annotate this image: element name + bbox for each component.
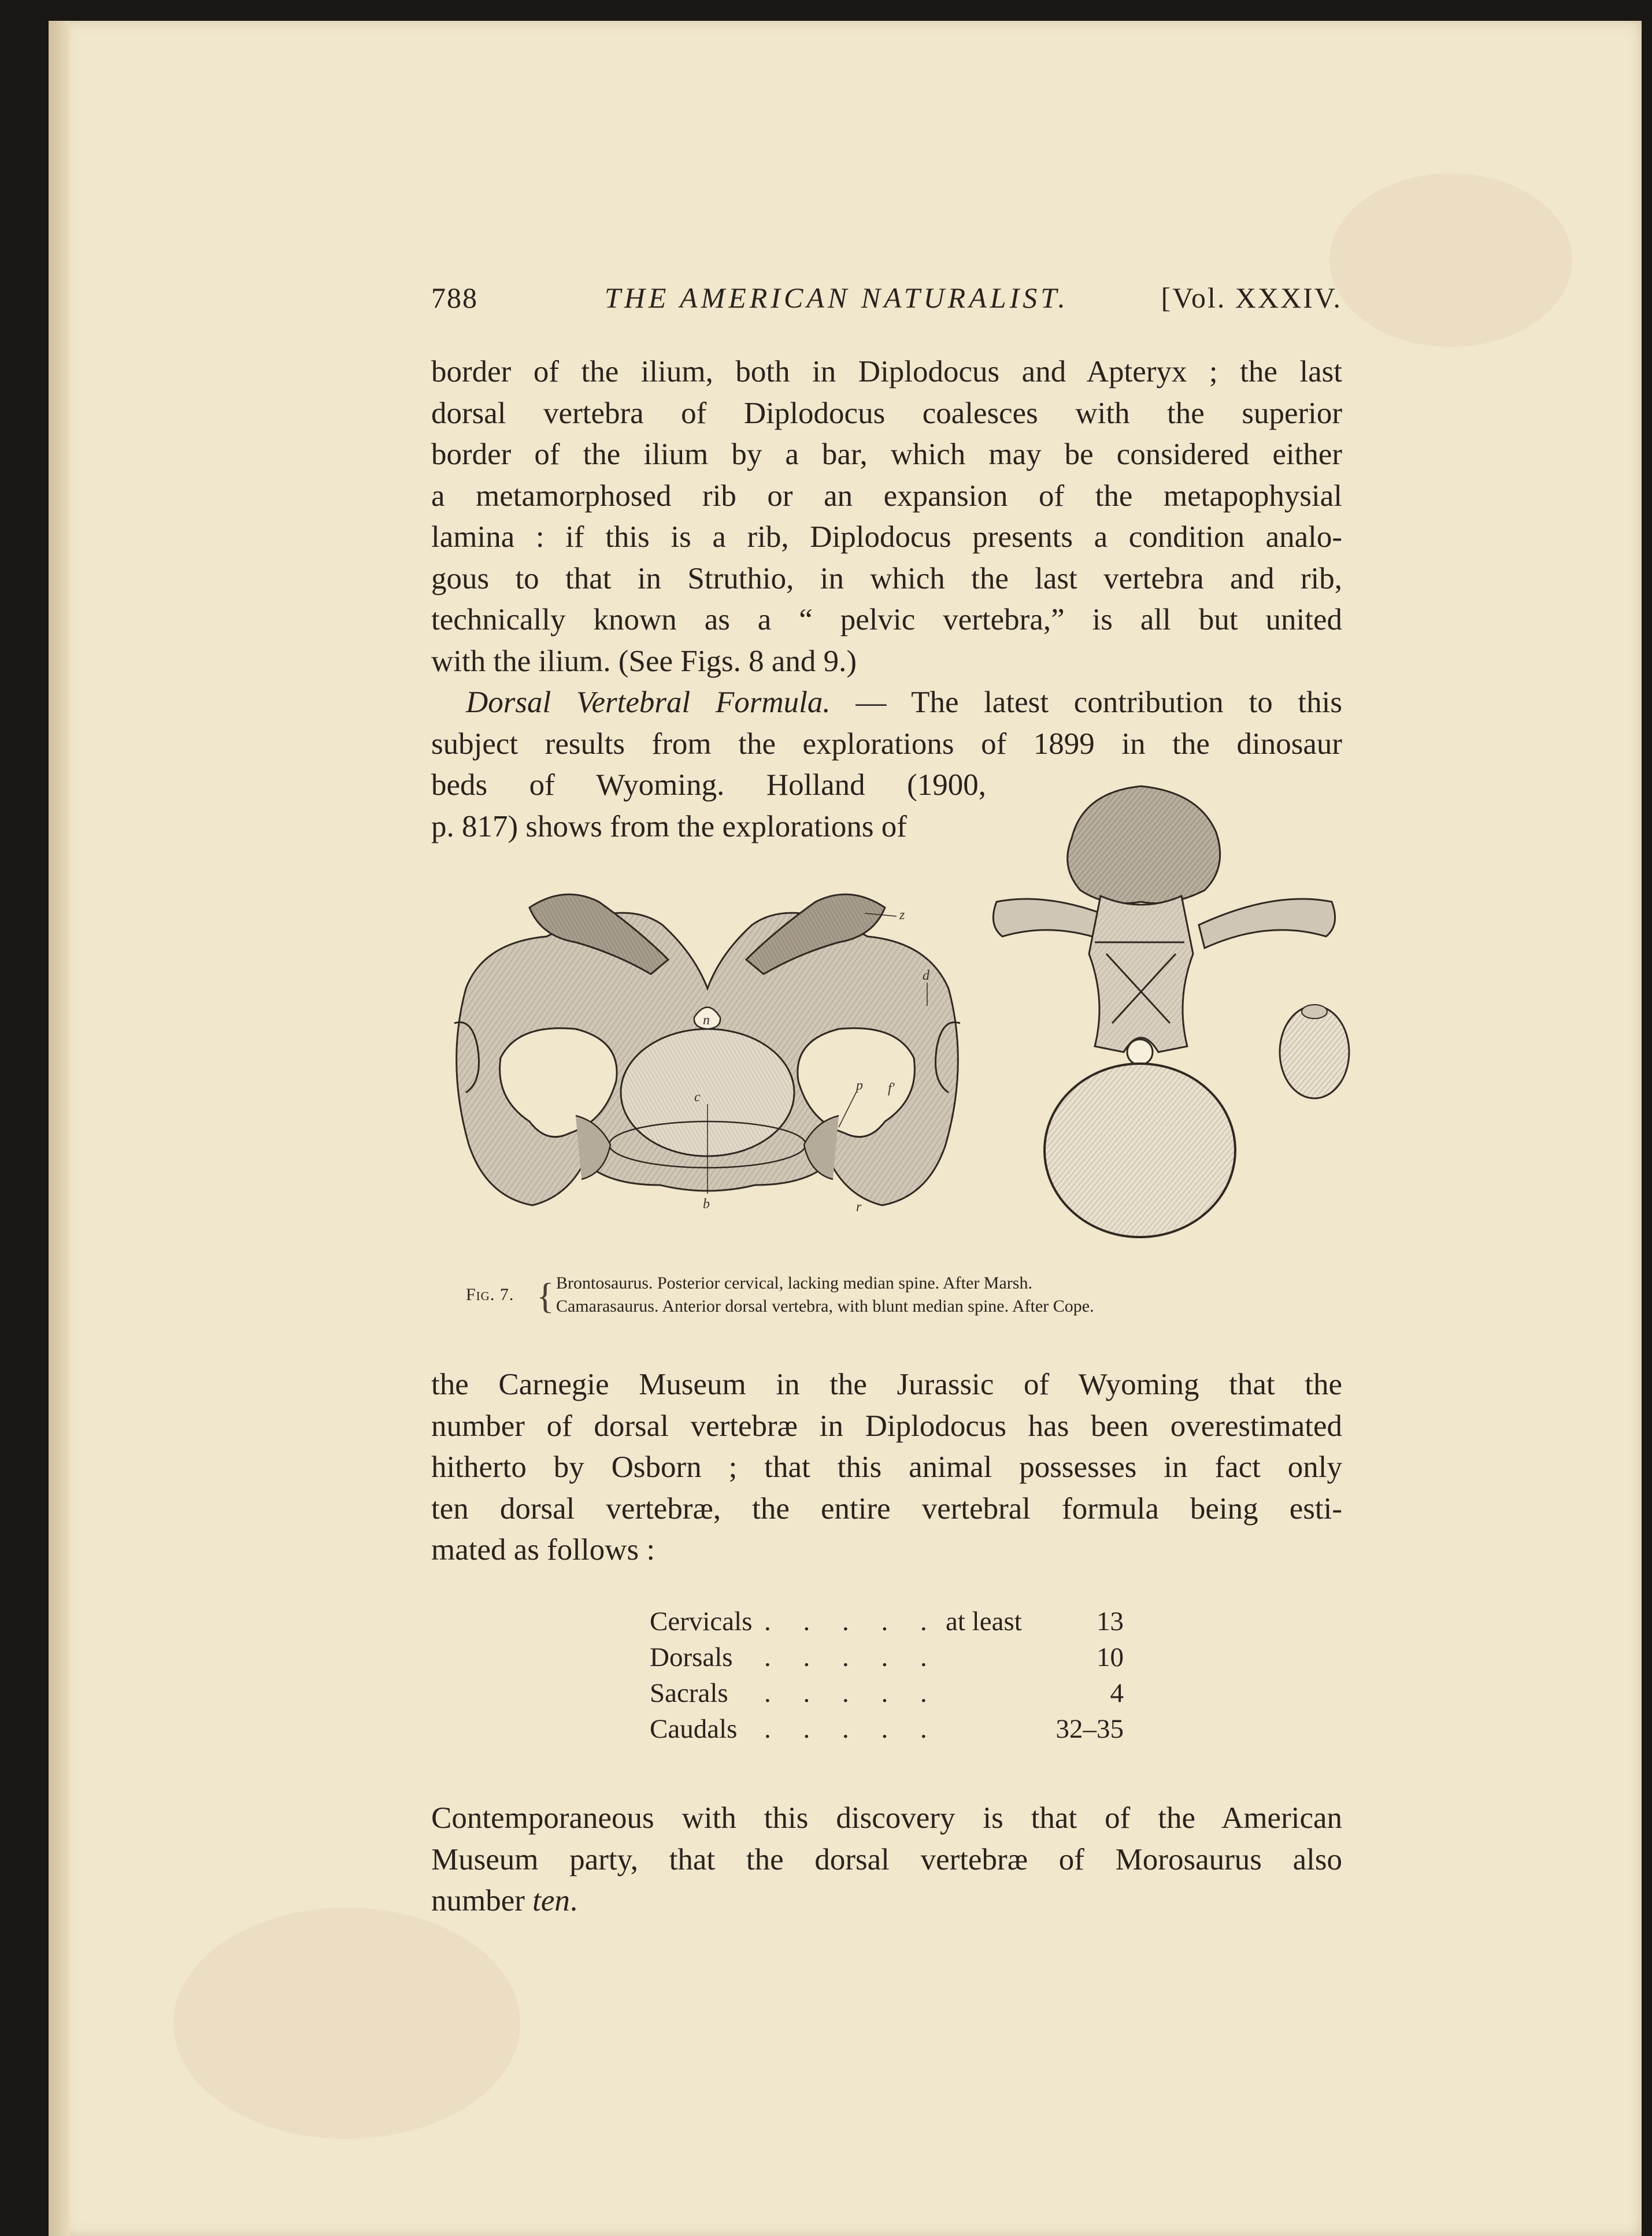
label-d: d — [923, 968, 929, 983]
table-row — [650, 1606, 1124, 1642]
text-line: gous to that in Struthio, in which the last vertebra and rib, — [431, 561, 1342, 595]
section-heading: Dorsal Vertebral Formula. — [466, 686, 831, 719]
journal-title: THE AMERICAN NATURALIST. — [605, 282, 1069, 314]
figure-number: Fig. 7. — [466, 1285, 514, 1304]
row-leader: . . . . . — [764, 1714, 940, 1744]
label-r: r — [856, 1200, 862, 1215]
text-line: border of the ilium, both in Diplodocus and Apteryx ; the last — [431, 355, 1342, 388]
figure-caption — [466, 1272, 1333, 1335]
label-f: f′ — [888, 1081, 895, 1096]
text-line: number of dorsal vertebræ in Diplodocus has been overestimated — [431, 1409, 1342, 1443]
label-n: n — [703, 1013, 710, 1028]
heading-continuation: — The latest contribution to this — [830, 686, 1343, 719]
paper-stain — [173, 1908, 520, 2139]
text-line: lamina : if this is a rib, Diplodocus presents a condition analo- — [431, 520, 1342, 554]
emphasis: ten — [532, 1884, 570, 1917]
text-line: technically known as a “ pelvic vertebra,” is all but united — [431, 603, 1342, 636]
page-binding-edge — [49, 21, 69, 2236]
paragraph-carnegie — [431, 1364, 1342, 1571]
text-line: dorsal vertebra of Diplodocus coalesces with the superior — [431, 396, 1342, 430]
text-segment: . — [569, 1884, 578, 1917]
text-line — [431, 1880, 1342, 1922]
text-line: mated as follows : — [431, 1533, 655, 1567]
label-b: b — [703, 1197, 710, 1212]
row-name: Dorsals — [650, 1642, 733, 1672]
caption-line: Brontosaurus. Posterior cervical, lacking median spine. After Marsh. — [556, 1274, 1032, 1293]
text-line: a metamorphosed rib or an expansion of the metapophysial — [431, 479, 1342, 513]
volume-label: [Vol. XXXIV. — [1161, 282, 1342, 314]
paragraph-morosaurus — [431, 1798, 1342, 1922]
text-line: border of the ilium by a bar, which may be considered either — [431, 438, 1342, 471]
row-name: Cervicals — [650, 1606, 753, 1637]
text-line: the Carnegie Museum in the Jurassic of Wyoming that the — [431, 1368, 1342, 1401]
row-leader: . . . . . — [764, 1642, 940, 1672]
row-value: 10 — [1097, 1642, 1124, 1672]
label-c: c — [694, 1090, 701, 1105]
table-row — [650, 1678, 1124, 1713]
label-z: z — [899, 908, 905, 923]
text-segment: number — [431, 1884, 533, 1917]
text-line: Museum party, that the dorsal vertebræ of Morosaurus also — [431, 1842, 1342, 1876]
camarasaurus-dorsal-illustration — [985, 780, 1355, 1254]
row-value: 4 — [1110, 1678, 1124, 1708]
paper-stain — [1329, 173, 1572, 347]
text-line: subject results from the explorations of 1899 in the dinosaur — [431, 727, 1342, 761]
text-line: Contemporaneous with this discovery is that of the American — [431, 1801, 1342, 1835]
caption-brace: { — [536, 1275, 554, 1316]
row-leader: . . . . . — [764, 1606, 940, 1637]
table-row — [650, 1642, 1124, 1678]
figure-7 — [431, 780, 1342, 1266]
row-name: Caudals — [650, 1714, 738, 1744]
text-line: p. 817) shows from the explorations of — [431, 809, 907, 843]
row-leader: . . . . . — [764, 1678, 940, 1708]
label-p: p — [856, 1078, 863, 1093]
brontosaurus-cervical-illustration — [431, 873, 983, 1231]
page-number: 788 — [431, 282, 478, 314]
vertebral-formula-table — [650, 1606, 1124, 1756]
text-line: beds of Wyoming. Holland (1900, — [431, 768, 986, 802]
text-line — [431, 682, 1342, 724]
row-value: 13 — [1097, 1606, 1124, 1637]
row-note: at least — [946, 1606, 1022, 1637]
text-line: with the ilium. (See Figs. 8 and 9.) — [431, 644, 857, 678]
table-row — [650, 1713, 1124, 1749]
text-line: hitherto by Osborn ; that this animal possesses in fact only — [431, 1450, 1342, 1484]
caption-line: Camarasaurus. Anterior dorsal vertebra, with blunt median spine. After Cope. — [556, 1297, 1094, 1316]
row-name: Sacrals — [650, 1678, 728, 1708]
text-line: ten dorsal vertebræ, the entire vertebral formula being esti- — [431, 1491, 1342, 1526]
running-header — [431, 281, 1342, 327]
paragraph-ilium — [431, 351, 1342, 682]
row-value: 32–35 — [1055, 1714, 1124, 1744]
